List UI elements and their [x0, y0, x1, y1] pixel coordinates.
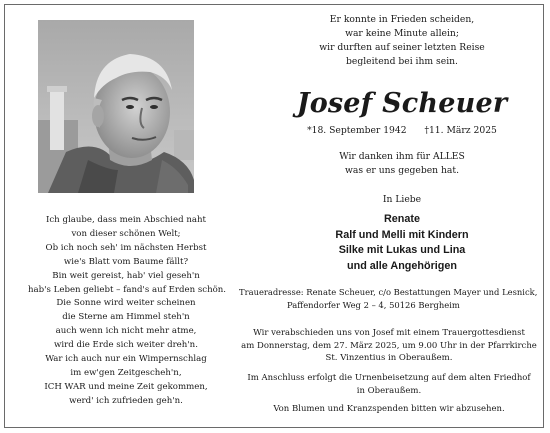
poem-line: hab's Leben geliebt – fand's auf Erden schön. [28, 284, 227, 295]
poem-line: Ich glaube, dass mein Abschied naht [45, 215, 207, 225]
thanks-line: was er uns gegeben hat. [345, 165, 459, 176]
service-line: am Donnerstag, dem 27. März 2025, um 9.00 Uhr in der Pfarrkirche [241, 340, 537, 351]
mourner: Renate [383, 213, 420, 225]
poem-line: Die Sonne wird weiter scheinen [56, 298, 196, 309]
thanks-line: Wir danken ihm für ALLES [339, 151, 465, 162]
poem-line: War ich auch nur ein Wimpernschlag [45, 354, 207, 365]
mourner: und alle Angehörigen [347, 259, 457, 272]
flowers-note: Von Blumen und Kranzspenden bitten wir abzusehen. [273, 404, 505, 414]
mourner: Silke mit Lukas und Lina [338, 244, 466, 257]
urn-burial-info [236, 372, 542, 397]
verse-line: war keine Minute allein; [345, 28, 459, 39]
poem-line: wird die Erde sich weiter dreh'n. [54, 340, 198, 351]
urn-line: Im Anschluss erfolgt die Urnenbeisetzung auf dem alten Friedhof [247, 373, 531, 383]
mourners-list [270, 212, 534, 274]
death-date: 11. März 2025 [428, 125, 497, 136]
poem-line: werd' ich zufrieden geh'n. [69, 395, 183, 406]
address-line: Traueradresse: Renate Scheuer, c/o Bestattungen Mayer und Lesnick, [239, 287, 538, 297]
service-line: St. Vinzentius in Oberaußem. [325, 353, 453, 364]
service-info [236, 327, 542, 365]
address-line: Paffendorfer Weg 2 – 4, 50126 Bergheim [287, 299, 460, 310]
opening-verse [270, 13, 534, 69]
poem-line: ICH WAR und meine Zeit gekommen, [44, 381, 208, 392]
portrait-photo [38, 20, 194, 193]
poem-line: die Sterne am Himmel steh'n [62, 312, 190, 323]
birth-symbol: * [307, 126, 312, 136]
verse-line: Er konnte in Frieden scheiden, [329, 14, 475, 25]
mourning-address [239, 286, 539, 311]
poem-line: Bin weit gereist, hab' viel geseh'n [52, 270, 200, 281]
mourner: Ralf und Melli mit Kindern [335, 228, 469, 241]
verse-line: begleitend bei ihm sein. [346, 56, 458, 67]
verse-line: wir durften auf seiner letzten Reise [319, 42, 485, 53]
life-dates [270, 124, 534, 138]
service-line: Wir verabschieden uns von Josef mit einem Trauergottesdienst [253, 328, 525, 338]
death-symbol: † [424, 126, 429, 136]
poem-line: von dieser schönen Welt; [71, 228, 181, 239]
deceased-name: Josef Scheuer [296, 88, 508, 119]
poem [28, 214, 227, 409]
thanks-text [270, 150, 534, 178]
in-liebe: In Liebe [382, 194, 422, 205]
birth-date: 18. September 1942 [311, 125, 407, 136]
poem-line: auch wenn ich nicht mehr atme, [55, 326, 197, 337]
poem-line: wie's Blatt vom Baume fällt? [63, 256, 189, 267]
urn-line: in Oberaußem. [356, 385, 422, 396]
poem-line: im ew'gen Zeitgescheh'n, [70, 367, 182, 378]
poem-line: Ob ich noch seh' im nächsten Herbst [45, 242, 207, 253]
